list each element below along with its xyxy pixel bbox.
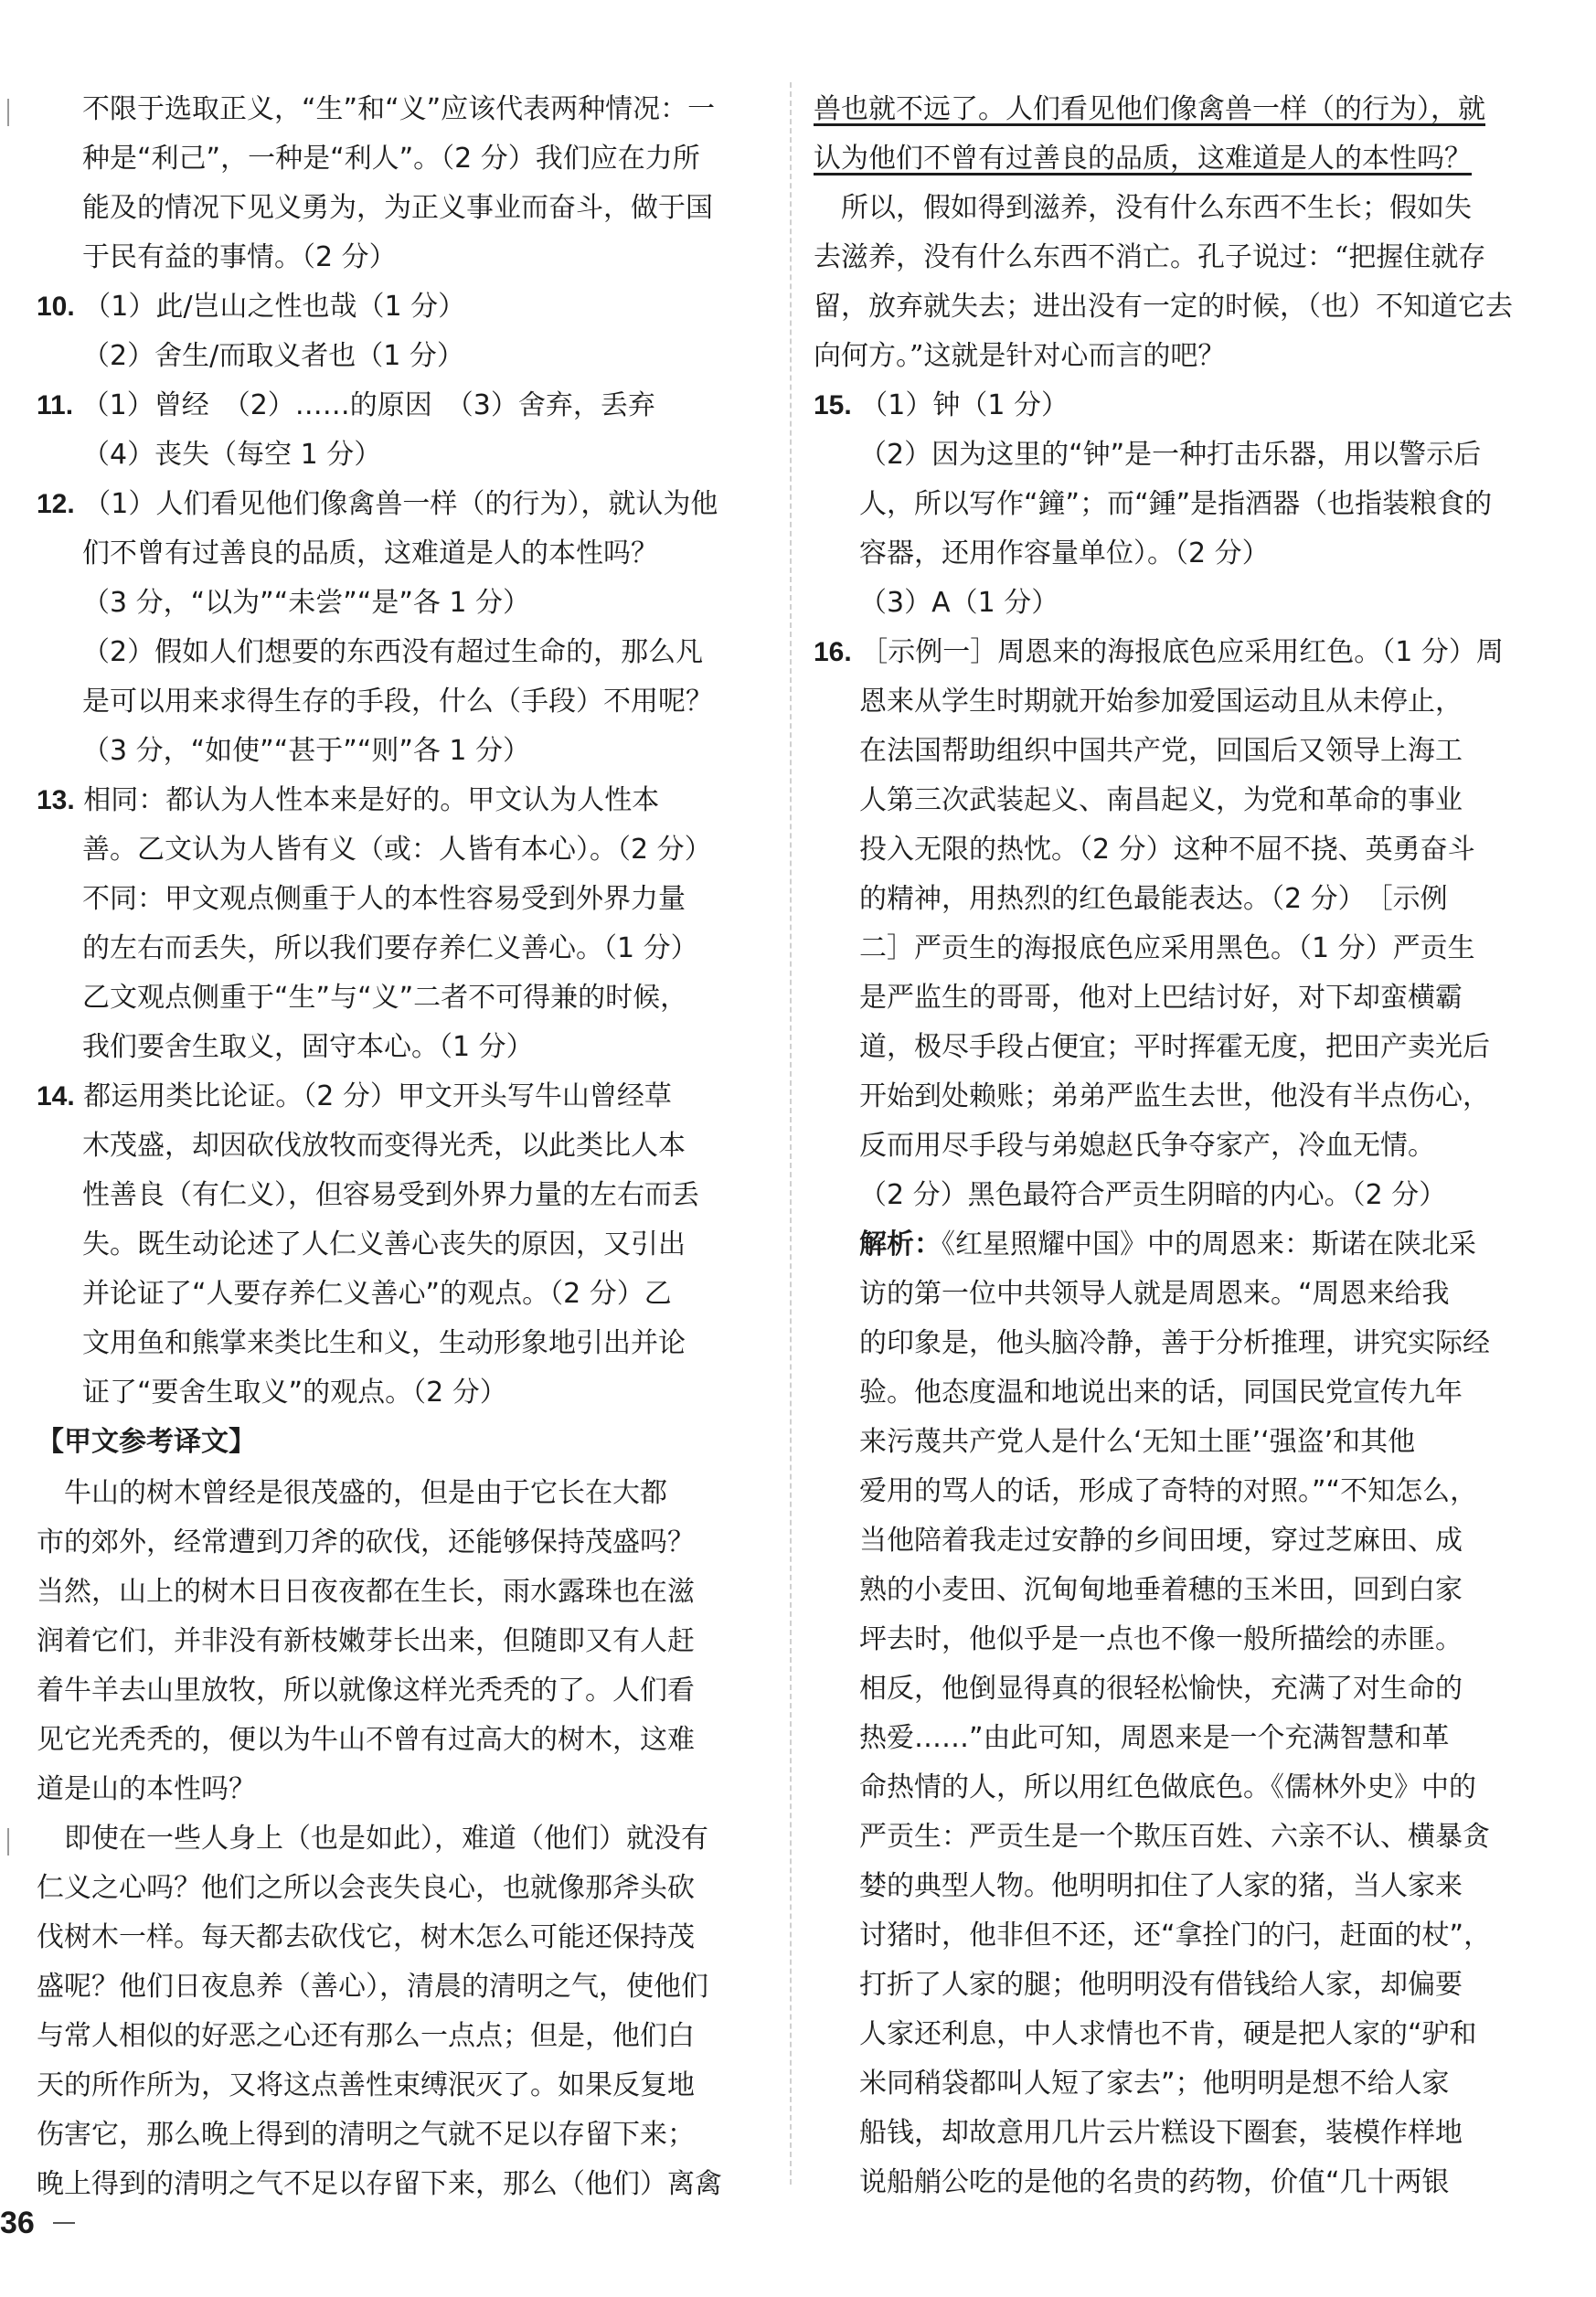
text-line: 开始到处赖账；弟弟严监生去世，他没有半点伤心，	[859, 1080, 1490, 1112]
text-line: 二］严贡生的海报底色应采用黑色。（1 分）严贡生	[859, 932, 1475, 964]
text-line: 文用鱼和熊掌来类比生和义，生动形象地引出并论	[82, 1327, 686, 1359]
translation-line: 伐树木一样。每天都去砍伐它，树木怎么可能还保持茂	[37, 1921, 695, 1953]
text-line: 失。既生动论述了人仁义善心丧失的原因，又引出	[82, 1228, 686, 1260]
text-line: （2 分）黑色最符合严贡生阴暗的内心。（2 分）	[859, 1179, 1447, 1211]
text-line: 我们要舍生取义，固守本心。（1 分）	[82, 1031, 534, 1063]
text-line: 于民有益的事情。（2 分）	[82, 241, 397, 273]
question-number: 13.	[37, 785, 75, 815]
text-line: 木茂盛，却因砍伐放牧而变得光秃，以此类比人本	[82, 1130, 686, 1162]
translation-line: 即使在一些人身上（也是如此），难道（他们）就没有	[37, 1823, 708, 1855]
text-line: 船钱，却故意用几片云片糕设下圈套，装模作样地	[859, 2117, 1463, 2149]
text-line: 性善良（有仁义），但容易受到外界力量的左右而丢	[82, 1179, 699, 1211]
question-number: 14.	[37, 1081, 75, 1111]
question-15: 15. （1）钟（1 分）	[814, 389, 1069, 421]
page-number-dash	[53, 2222, 75, 2224]
question-12: 12. （1）人们看见他们像禽兽一样（的行为），就认为他	[37, 488, 718, 520]
translation-line: 留，放弃就失去；进出没有一定的时候，（也）不知道它去	[814, 291, 1513, 323]
text-line: 的精神，用热烈的红色最能表达。（2 分） ［示例	[859, 883, 1448, 915]
text-line: 严贡生：严贡生是一个欺压百姓、六亲不认、横暴贪	[859, 1821, 1490, 1853]
analysis-line: 解析：《红星照耀中国》中的周恩来：斯诺在陕北采	[859, 1228, 1476, 1260]
text-line: 坪去时，他似乎是一点也不像一般所描绘的赤匪。	[859, 1623, 1463, 1655]
question-number: 10.	[37, 292, 75, 322]
text-line: 验。他态度温和地说出来的话，同国民党宣传九年	[859, 1377, 1463, 1409]
translation-line: 仁义之心吗？他们之所以会丧失良心，也就像那斧头砍	[37, 1872, 695, 1904]
text-line: 容器，还用作容量单位）。（2 分）	[859, 537, 1270, 569]
translation-line: 与常人相似的好恶之心还有那么一点点；但是，他们白	[37, 2020, 695, 2052]
text-line: 不限于选取正义，“生”和“义”应该代表两种情况：一	[82, 93, 716, 125]
text-line: 能及的情况下见义勇为，为正义事业而奋斗，做于国	[82, 192, 713, 224]
translation-line: 牛山的树木曾经是很茂盛的，但是由于它长在大都	[37, 1477, 667, 1509]
translation-line: 着牛羊去山里放牧，所以就像这样光秃秃的了。人们看	[37, 1675, 695, 1707]
text-line: （3 分，“以为”“未尝”“是”各 1 分）	[82, 587, 531, 619]
section-heading: 【甲文参考译文】	[37, 1426, 256, 1458]
page-number: 36	[0, 2206, 35, 2240]
text-line: 熟的小麦田、沉甸甸地垂着穗的玉米田，回到白家	[859, 1574, 1463, 1606]
text-line: （2）舍生/而取义者也（1 分）	[82, 340, 464, 372]
translation-line: 见它光秃秃的，便以为牛山不曾有过高大的树木，这难	[37, 1724, 695, 1756]
column-divider	[790, 82, 792, 2185]
text-line: 种是“利己”，一种是“利人”。（2 分）我们应在力所	[82, 143, 700, 175]
translation-line: 向何方。”这就是针对心而言的吧？	[814, 340, 1226, 372]
text-line: 的左右而丢失，所以我们要存养仁义善心。（1 分）	[82, 932, 698, 964]
question-number: 16.	[814, 637, 852, 667]
text-line: 当他陪着我走过安静的乡间田埂，穿过芝麻田、成	[859, 1525, 1463, 1557]
text-line: （3）A（1 分）	[859, 587, 1059, 619]
question-number: 15.	[814, 390, 852, 420]
text-line: （2）假如人们想要的东西没有超过生命的，那么凡	[82, 636, 704, 668]
text-line: 的印象是，他头脑冷静，善于分析推理，讲究实际经	[859, 1327, 1490, 1359]
translation-line: 润着它们，并非没有新枝嫩芽长出来，但随即又有人赶	[37, 1625, 695, 1657]
text-line: 们不曾有过善良的品质，这难道是人的本性吗？	[82, 537, 658, 569]
text-line: 相反，他倒显得真的很轻松愉快，充满了对生命的	[859, 1673, 1463, 1705]
text-line: 来污蔑共产党人是什么‘无知土匪’‘强盗’和其他	[859, 1426, 1416, 1458]
translation-line: 兽也就不远了。人们看见他们像禽兽一样（的行为），就	[814, 93, 1485, 125]
question-13: 13. 相同：都认为人性本来是好的。甲文认为人性本	[37, 784, 660, 816]
text-line: 爱用的骂人的话，形成了奇特的对照。”“不知怎么，	[859, 1475, 1478, 1507]
margin-mark	[7, 99, 9, 126]
text-line: 婪的典型人物。他明明扣住了人家的猪，当人家来	[859, 1870, 1463, 1902]
text-line: 反而用尽手段与弟媳赵氏争夺家产，冷血无情。	[859, 1130, 1435, 1162]
text-line: 在法国帮助组织中国共产党，回国后又领导上海工	[859, 735, 1463, 767]
translation-line: 天的所作所为，又将这点善性束缚泯灭了。如果反复地	[37, 2069, 695, 2101]
text-line: 乙文观点侧重于“生”与“义”二者不可得兼的时候，	[82, 982, 688, 1014]
margin-mark	[7, 1828, 9, 1856]
text-line: 命热情的人，所以用红色做底色。《儒林外史》中的	[859, 1771, 1476, 1803]
text-line: 证了“要舍生取义”的观点。（2 分）	[82, 1377, 507, 1409]
translation-line: 晚上得到的清明之气不足以存留下来，那么（他们）离禽	[37, 2168, 722, 2200]
question-16: 16. ［示例一］周恩来的海报底色应采用红色。（1 分）周	[814, 636, 1504, 668]
text-line: 道，极尽手段占便宜；平时挥霍无度，把田产卖光后	[859, 1031, 1490, 1063]
text-line: 米同稍袋都叫人短了家去”；他明明是想不给人家	[859, 2068, 1450, 2100]
text-line: 说船艄公吃的是他的名贵的药物，价值“几十两银	[859, 2166, 1450, 2198]
question-10: 10. （1）此/岂山之性也哉（1 分）	[37, 291, 466, 323]
translation-line: 伤害它，那么晚上得到的清明之气就不足以存留下来；	[37, 2119, 695, 2151]
text-line: （4）丧失（每空 1 分）	[82, 439, 382, 471]
text-line: 讨猪时，他非但不还，还“拿拴门的闩，赶面的杖”，	[859, 1919, 1492, 1951]
text-line: （2）因为这里的“钟”是一种打击乐器，用以警示后	[859, 439, 1482, 471]
text-line: 打折了人家的腿；他明明没有借钱给人家，却偏要	[859, 1969, 1463, 2001]
translation-line: 去滋养，没有什么东西不消亡。孔子说过：“把握住就存	[814, 241, 1486, 273]
question-11: 11. （1）曾经 （2）……的原因 （3）舍弃，丢弃	[37, 389, 655, 421]
text-line: 不同：甲文观点侧重于人的本性容易受到外界力量	[82, 883, 686, 915]
text-line: 人第三次武装起义、南昌起义，为党和革命的事业	[859, 784, 1463, 816]
translation-line: 认为他们不曾有过善良的品质，这难道是人的本性吗？	[814, 143, 1472, 175]
question-number: 11.	[37, 390, 74, 420]
text-line: 热爱……”由此可知，周恩来是一个充满智慧和革	[859, 1722, 1450, 1754]
translation-line: 道是山的本性吗？	[37, 1773, 256, 1805]
translation-line: 盛呢？他们日夜息养（善心），清晨的清明之气，使他们	[37, 1971, 708, 2003]
question-number: 12.	[37, 489, 75, 519]
text-line: 是严监生的哥哥，他对上巴结讨好，对下却蛮横霸	[859, 982, 1463, 1014]
translation-line: 市的郊外，经常遭到刀斧的砍伐，还能够保持茂盛吗？	[37, 1526, 695, 1558]
question-14: 14. 都运用类比论证。（2 分）甲文开头写牛山曾经草	[37, 1080, 672, 1112]
text-line: 人家还利息，中人求情也不肯，硬是把人家的“驴和	[859, 2018, 1477, 2050]
text-line: 善。乙文认为人皆有义（或：人皆有本心）。（2 分）	[82, 834, 712, 866]
text-line: 是可以用来求得生存的手段，什么（手段）不用呢？	[82, 686, 713, 718]
text-line: 并论证了“人要存养仁义善心”的观点。（2 分）乙	[82, 1278, 672, 1310]
text-line: （3 分，“如使”“甚于”“则”各 1 分）	[82, 735, 531, 767]
text-line: 访的第一位中共领导人就是周恩来。“周恩来给我	[859, 1278, 1450, 1310]
translation-line: 所以，假如得到滋养，没有什么东西不生长；假如失	[814, 192, 1472, 224]
analysis-label: 解析：	[859, 1228, 942, 1260]
translation-line: 当然，山上的树木日日夜夜都在生长，雨水露珠也在滋	[37, 1576, 695, 1608]
text-line: 恩来从学生时期就开始参加爱国运动且从未停止，	[859, 686, 1463, 718]
text-line: 人，所以写作“鐘”；而“鍾”是指酒器（也指装粮食的	[859, 488, 1493, 520]
text-line: 投入无限的热忱。（2 分）这种不屈不挠、英勇奋斗	[859, 834, 1475, 866]
